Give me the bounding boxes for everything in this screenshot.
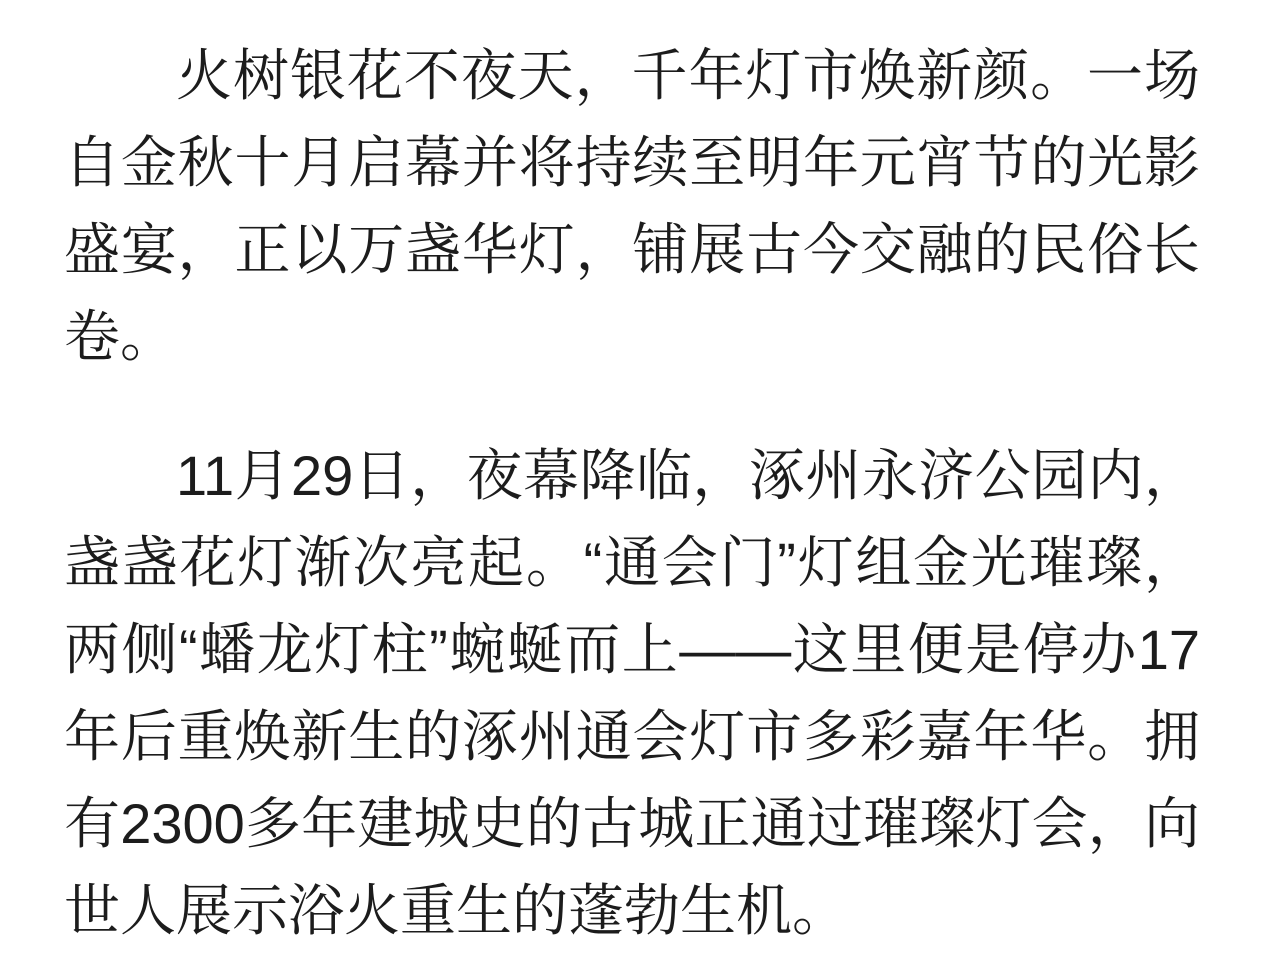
text-line: 两侧“蟠龙灯柱”蜿蜒而上——这里便是停办17: [64, 618, 1200, 681]
text-line: 卷。: [64, 305, 176, 368]
text-line: 11月29日，夜幕降临，涿州永济公园内，: [176, 444, 1200, 507]
text-line: 盛宴，正以万盏华灯，铺展古今交融的民俗长: [64, 218, 1200, 281]
text-line: 有2300多年建城史的古城正通过璀璨灯会，向: [64, 792, 1200, 855]
text-line: 世人展示浴火重生的蓬勃生机。: [64, 879, 848, 942]
text-line: 年后重焕新生的涿州通会灯市多彩嘉年华。拥: [64, 705, 1200, 768]
text-line: 盏盏花灯渐次亮起。“通会门”灯组金光璀璨，: [64, 531, 1200, 594]
paragraph: [64, 432, 1200, 954]
text-line: 自金秋十月启幕并将持续至明年元宵节的光影: [64, 131, 1200, 194]
paragraph: [64, 32, 1200, 380]
text-line: 火树银花不夜天，千年灯市焕新颜。一场: [176, 44, 1200, 107]
